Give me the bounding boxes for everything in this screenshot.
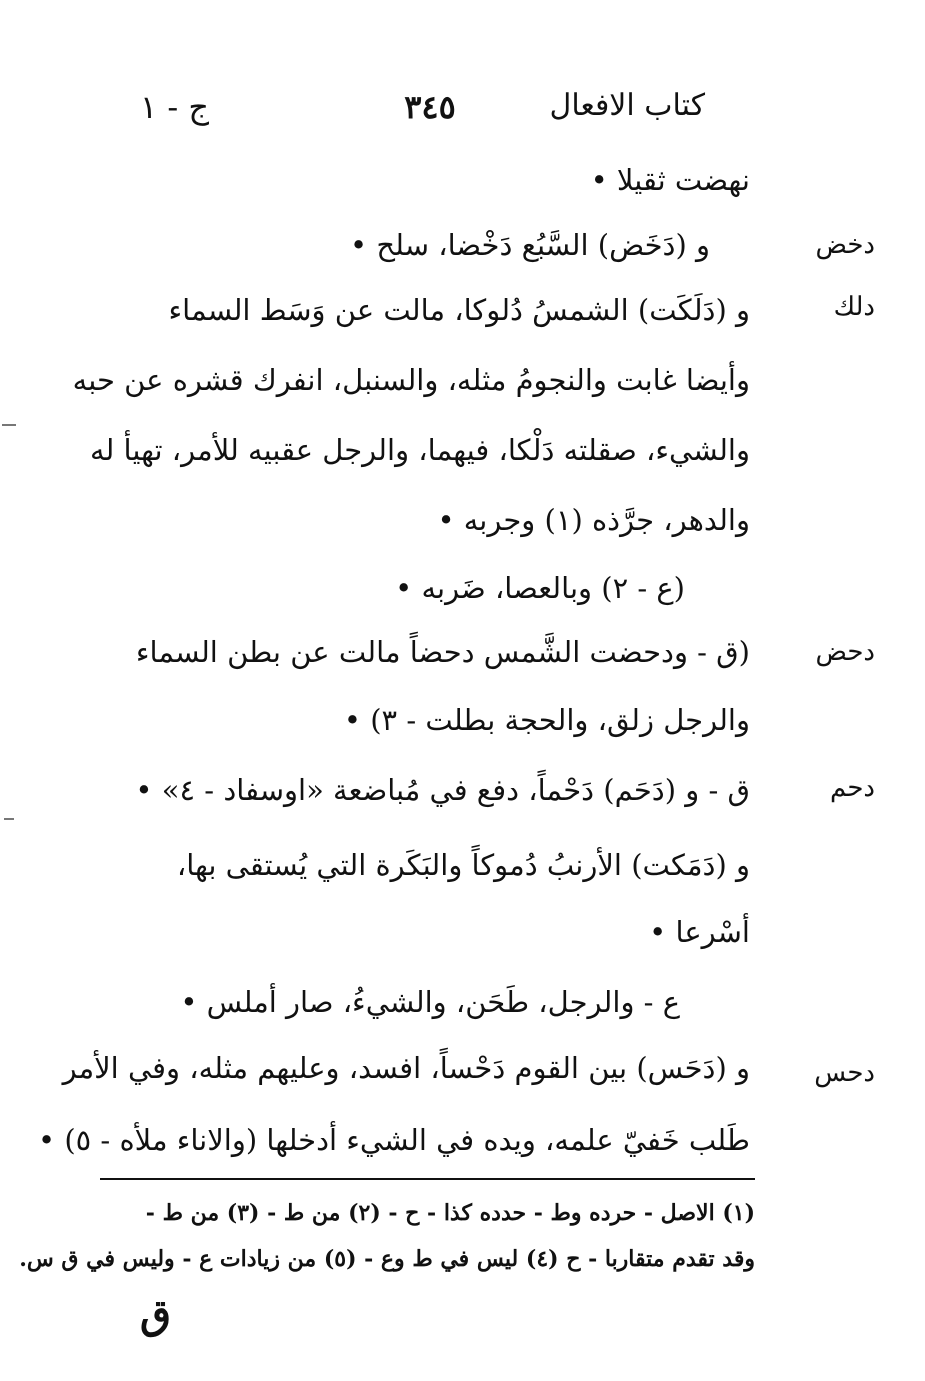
text-line: طَلب خَفيّ علمه، ويده في الشيء أدخلها (والاناء ملأه - ٥) •: [38, 1123, 750, 1157]
running-title: كتاب الافعال: [549, 88, 705, 123]
text-line: و (دَمَكت) الأرنبُ دُموكاً والبَكَرة التي يُستقى بها،: [176, 848, 750, 882]
margin-head: دلك: [833, 292, 875, 322]
footnote-line: (١) الاصل - حرده وط - حدده كذا - ح - (٢) من ط - (٣) من ط -: [145, 1200, 755, 1226]
text-line: أسْرعا •: [649, 915, 750, 949]
text-line: والدهر، جرَّذه (١) وجربه •: [437, 503, 750, 537]
text-line: (ع - ٢) وبالعصا، ضَربه •: [395, 571, 685, 605]
text-line: نهضت ثقيلا •: [590, 163, 750, 197]
margin-head: دحض: [815, 637, 875, 667]
text-line: و (دَلَكَت) الشمسُ دُلوكا، مالت عن وَسَط السماء: [168, 293, 750, 327]
footnote-line: وقد تقدم متقاربا - ح (٤) ليس في ط وع - (٥) من زيادات ع - وليس في ق س.: [19, 1246, 755, 1272]
margin-head: دخض: [815, 230, 875, 260]
text-line: والشيء، صقلته دَلْكا، فيهما، والرجل عقبيه للأمر، تهيأ له: [89, 433, 750, 467]
page-header: [0, 88, 925, 138]
text-line: والرجل زلق، والحجة بطلت - ٣) •: [343, 703, 750, 737]
margin-head: دحم: [830, 773, 875, 803]
text-line: (ق - ودحضت الشَّمس دحضاً مالت عن بطن السماء: [135, 635, 750, 669]
signature-mark: ق: [140, 1291, 172, 1338]
volume-label: ج - ١: [140, 88, 209, 126]
margin-head: دحس: [814, 1058, 875, 1088]
page-number: ٣٤٥: [404, 88, 456, 126]
text-line: ع - والرجل، طَحَن، والشيءُ، صار أملس •: [180, 985, 680, 1019]
text-line: و (دَحَس) بين القوم دَحْساً، افسد، وعليهم مثله، وفي الأمر: [62, 1051, 750, 1085]
scan-speck: [2, 424, 16, 426]
text-line: و (دَخَض) السَّبُع دَخْضا، سلح •: [350, 228, 710, 262]
text-line: وأيضا غابت والنجومُ مثله، والسنبل، انفرك قشره عن حبه: [72, 363, 750, 397]
footnote-divider: [100, 1178, 755, 1180]
text-line: ق - و (دَحَم) دَحْماً، دفع في مُباضعة «اوسفاد - ٤» •: [135, 773, 750, 807]
scan-speck: [4, 818, 14, 820]
